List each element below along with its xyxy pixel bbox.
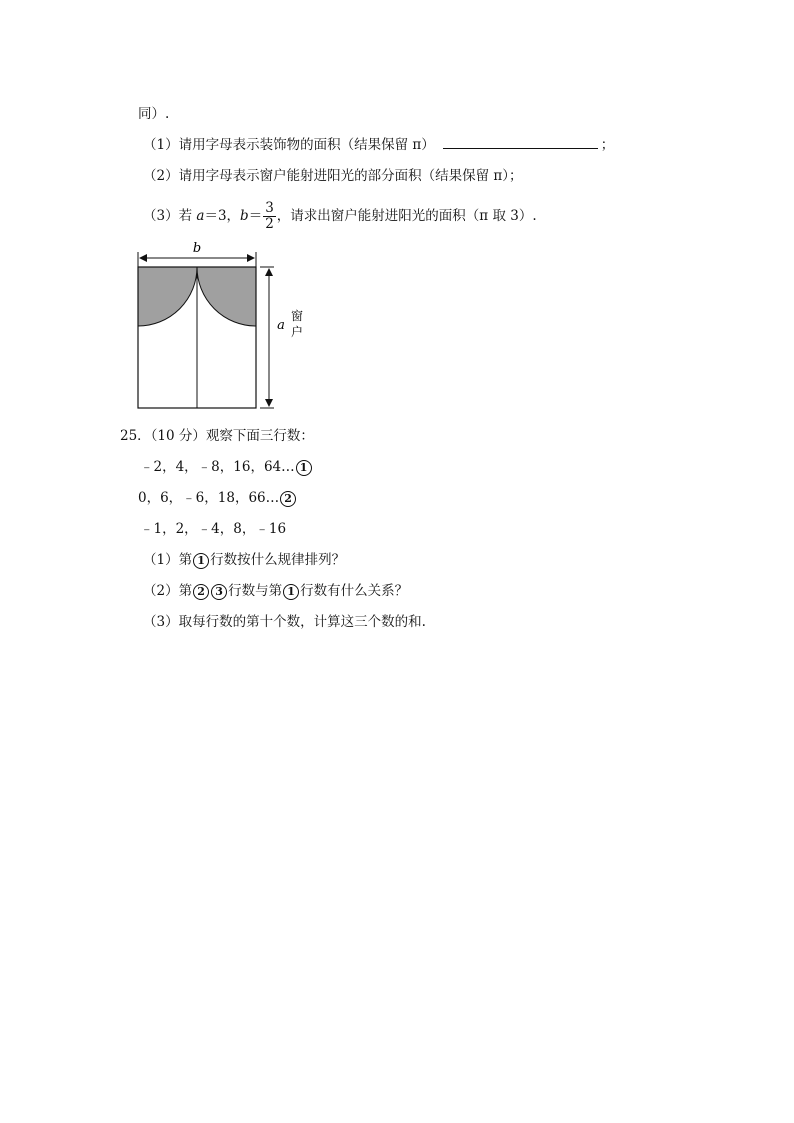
var-b: b: [240, 208, 249, 224]
q24-part1-text: （1）请用字母表示装饰物的面积（结果保留 π）: [143, 137, 435, 153]
q24-part1-answer-blank[interactable]: [443, 135, 598, 149]
q25-part1-suffix: 行数按什么规律排列？: [210, 552, 346, 568]
q25-part2: [143, 581, 408, 601]
q25-part2-suffix: 行数有什么关系？: [300, 583, 409, 599]
q24-part3-prefix: （3）若: [143, 208, 197, 224]
q25-row1: [140, 457, 313, 477]
fraction-three-halves: [263, 201, 276, 232]
q24-part1-end: ；: [600, 137, 615, 153]
q24-part3-suffix: ，请求出窗户能射进阳光的面积（π 取 3）.: [276, 208, 537, 224]
q24-part1: [143, 135, 614, 155]
q25-row3: ﹣1，2，﹣4，8，﹣16: [140, 521, 287, 537]
q25-part2-middle: 行数与第: [228, 583, 283, 599]
circled-number-1: 1: [193, 553, 209, 569]
window-figure: [130, 236, 320, 416]
circled-number-2: 2: [193, 584, 209, 600]
q25-row1-text: ﹣2，4，﹣8，16，64…: [140, 459, 295, 475]
circled-number-1: 1: [283, 584, 299, 600]
circled-number-2: 2: [280, 491, 296, 507]
q25-part2-prefix: （2）第: [143, 583, 193, 599]
q24-part2: （2）请用字母表示窗户能射进阳光的部分面积（结果保留 π）；: [143, 168, 523, 184]
label-window-1: 窗: [290, 309, 304, 323]
label-window-2: 户: [290, 325, 304, 339]
q25-row2-text: 0，6，﹣6，18，66…: [138, 490, 280, 506]
decoration-right: [197, 267, 256, 326]
q25-title: 25．（10 分）观察下面三行数：: [120, 428, 314, 444]
var-a: a: [196, 208, 205, 224]
q24-part3-eq1: ＝3，: [204, 208, 241, 224]
label-b: b: [192, 241, 202, 256]
q25-row2: [138, 488, 297, 508]
q25-part3: （3）取每行数的第十个数，计算这三个数的和.: [143, 614, 426, 630]
q25-part1-prefix: （1）第: [143, 552, 193, 568]
q24-part3: [143, 200, 537, 232]
fraction-numerator: 3: [265, 200, 274, 216]
label-a: a: [277, 318, 285, 333]
q24-continuation: 同）.: [138, 106, 170, 122]
q25-part1: [143, 550, 345, 570]
decoration-left: [138, 267, 197, 326]
circled-number-1: 1: [296, 460, 312, 476]
fraction-denominator: 2: [265, 216, 274, 232]
q24-part3-eq2: ＝: [248, 208, 263, 224]
circled-number-3: 3: [211, 584, 227, 600]
